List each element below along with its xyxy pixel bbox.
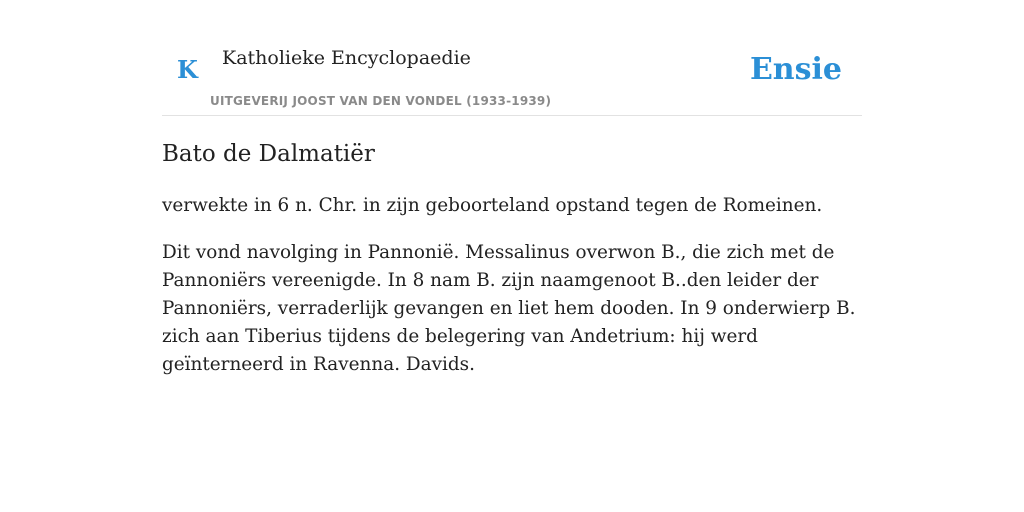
article-paragraph: Dit vond navolging in Pannonië. Messalinus overwon B., die zich met de Pannoniërs vereenigde. In 8 nam B. zijn naamgenoot B..den leider der Pannoniërs, verraderlijk gevangen en liet hem dooden. In 9 onderwierp B. zich aan Tiberius tijdens de belegering van Andetrium: hij werd geïnterneerd in Ravenna. Davids. xyxy=(162,242,856,375)
publisher-subtitle: UITGEVERIJ JOOST VAN DEN VONDEL (1933-1939) xyxy=(210,94,552,108)
ensie-brand-link[interactable]: Ensie xyxy=(749,52,842,87)
article-title: Bato de Dalmatiër xyxy=(162,141,375,167)
encyclopedia-logo[interactable]: K xyxy=(177,55,198,84)
article-paragraph: verwekte in 6 n. Chr. in zijn geboorteland opstand tegen de Romeinen. xyxy=(162,195,823,216)
page-container xyxy=(162,0,862,375)
header xyxy=(162,0,862,116)
encyclopedia-title[interactable]: Katholieke Encyclopaedie xyxy=(222,47,471,69)
